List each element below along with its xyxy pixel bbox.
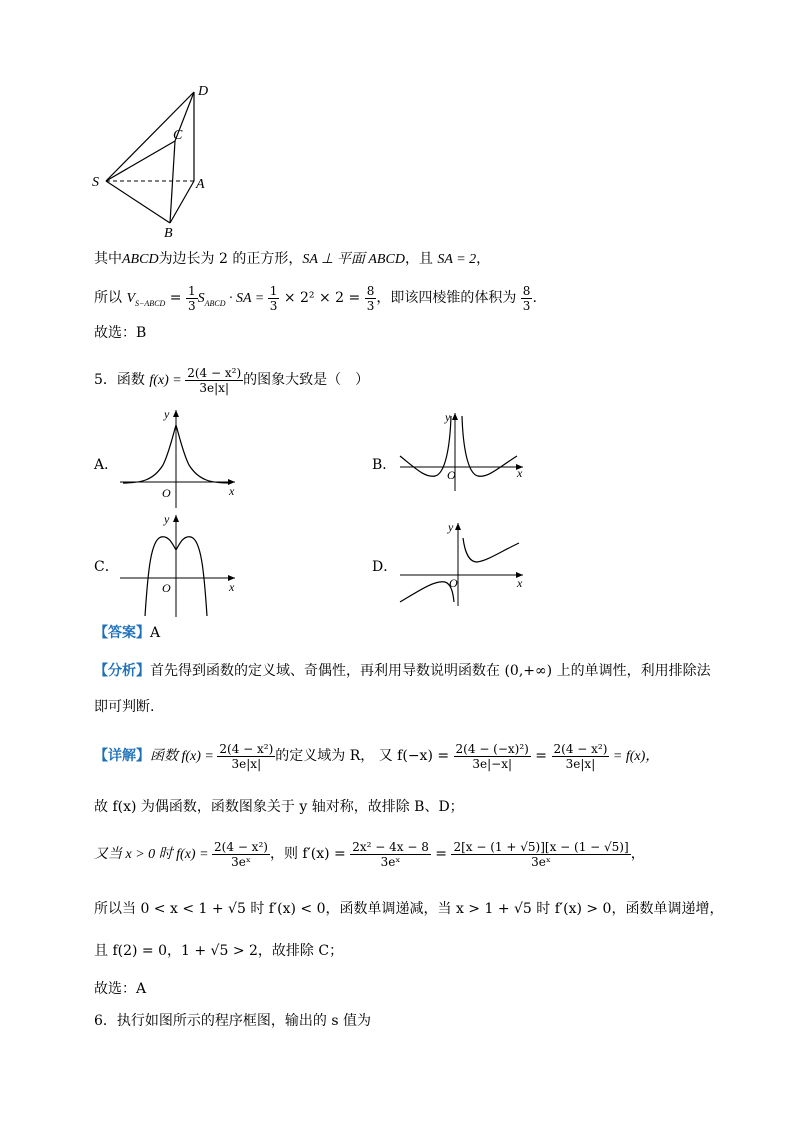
analysis-line-2: 即可判断. <box>94 699 155 715</box>
analysis-text: 首先得到函数的定义域、奇偶性，再利用导数说明函数在 (0,+∞) 上的单调性，利用排除法 <box>150 663 711 679</box>
question-6: 6．执行如图所示的程序框图，输出的 s 值为 <box>94 1013 371 1029</box>
den: 3eˣ <box>231 854 251 869</box>
math: 又当 x > 0 时 f(x) = <box>94 847 213 862</box>
label-c: C <box>173 128 183 143</box>
den: 3eˣ <box>531 854 551 869</box>
den: 3e|x| <box>565 756 596 771</box>
text: . <box>532 290 537 306</box>
graph-option-b[interactable] <box>395 408 530 493</box>
analysis-tag: 【分析】 <box>94 663 150 679</box>
text: 所以 <box>94 290 127 306</box>
den: 3 <box>522 298 531 313</box>
label-d: D <box>198 84 209 99</box>
label-a: A <box>196 177 205 192</box>
text: = <box>430 846 452 862</box>
option-a-label[interactable]: A． <box>94 457 119 473</box>
text: ，且 <box>404 251 438 267</box>
text: 的定义域为 R， 又 f(−x) = <box>275 748 454 764</box>
math: SA ⊥ 平面 <box>302 252 369 267</box>
graph-option-d[interactable] <box>395 518 530 610</box>
fraction <box>521 284 533 313</box>
den: 3eˣ <box>380 854 401 869</box>
origin-label: O <box>447 468 456 482</box>
fraction <box>186 284 198 313</box>
option-d-label[interactable]: D． <box>372 559 398 575</box>
axis-y-label: y <box>164 512 170 526</box>
math: SA = 2 <box>437 252 477 267</box>
fraction <box>217 742 275 771</box>
fraction <box>212 840 270 869</box>
fraction <box>365 284 377 313</box>
text: 为边长为 2 的正方形， <box>158 251 303 267</box>
num: 8 <box>366 283 375 298</box>
answer-tag: 【答案】 <box>94 625 150 641</box>
text: ， <box>476 251 491 267</box>
math: 函数 f(x) = <box>150 749 218 764</box>
text-line-1 <box>94 250 490 269</box>
detail-line-6: 故选：A <box>94 981 147 997</box>
fraction <box>185 366 243 395</box>
math: V <box>126 291 136 306</box>
math: ABCD <box>368 252 405 267</box>
axis-x-label: x <box>517 576 523 590</box>
detail-line-1 <box>94 738 659 775</box>
detail-line-3 <box>94 836 645 873</box>
detail-line-2: 故 f(x) 为偶函数，函数图象关于 y 轴对称，故排除 B、D； <box>94 799 464 815</box>
origin-label: O <box>162 486 171 500</box>
text: ，即该四棱锥的体积为 <box>376 290 521 306</box>
math: · SA = <box>225 291 268 306</box>
question-5 <box>94 362 369 399</box>
num: 2[x − (1 + √5)][x − (1 − √5)] <box>453 839 629 854</box>
math-sub: S−ABCD <box>135 298 166 308</box>
detail-line-5: 且 f(2) = 0，1 + √5 > 2，故排除 C； <box>94 943 344 959</box>
text-line-3: 故选：B <box>94 325 147 341</box>
graph-option-c[interactable] <box>115 510 245 620</box>
text: 5．函数 <box>94 372 150 388</box>
den: 3e|x| <box>231 756 262 771</box>
math-sub: ABCD <box>204 298 226 308</box>
num: 1 <box>269 283 278 298</box>
label-s: S <box>92 175 99 190</box>
graph-option-a[interactable] <box>115 405 245 510</box>
num: 2(4 − x²) <box>219 741 274 756</box>
label-b: B <box>164 226 173 240</box>
text: = <box>165 290 186 306</box>
answer-value: A <box>150 625 161 641</box>
math: = f(x)， <box>609 749 660 764</box>
pyramid-figure <box>90 80 220 240</box>
fraction <box>268 284 280 313</box>
num: 2x² − 4x − 8 <box>352 839 429 854</box>
den: 3 <box>187 298 196 313</box>
den: 3 <box>366 298 375 313</box>
axis-x-label: x <box>517 466 523 480</box>
fraction <box>552 742 610 771</box>
num: 8 <box>522 283 531 298</box>
num: 2(4 − x²) <box>553 741 608 756</box>
axis-x-label: x <box>229 580 235 594</box>
math: ABCD <box>122 252 159 267</box>
text-line-2 <box>94 282 537 320</box>
text: 其中 <box>94 251 122 267</box>
origin-label: O <box>449 576 458 590</box>
den: 3e|x| <box>199 380 229 395</box>
analysis-line-1 <box>94 662 711 680</box>
option-c-label[interactable]: C． <box>94 559 119 575</box>
detail-tag: 【详解】 <box>94 748 150 764</box>
detail-line-4: 所以当 0 < x < 1 + √5 时 f′(x) < 0，函数单调递减，当 x > 1 + √5 时 f′(x) > 0，函数单调递增， <box>94 901 724 917</box>
text: × 2² × 2 = <box>279 290 365 306</box>
text: = <box>530 748 552 764</box>
text: 的图象大致是（ ） <box>243 372 370 388</box>
axis-x-label: x <box>229 484 235 498</box>
num: 2(4 − x²) <box>187 365 242 380</box>
fraction <box>454 742 531 771</box>
text: ， <box>630 846 645 862</box>
fraction <box>451 840 630 869</box>
fraction <box>350 840 431 869</box>
answer-line <box>94 624 160 642</box>
math: f(x) = <box>149 373 186 388</box>
axis-y-label: y <box>448 520 454 534</box>
num: 1 <box>187 283 196 298</box>
math: S <box>197 291 205 306</box>
den: 3e|−x| <box>472 756 513 771</box>
origin-label: O <box>162 581 171 595</box>
axis-y-label: y <box>445 410 451 424</box>
text: ，则 f′(x) = <box>269 846 351 862</box>
option-b-label[interactable]: B． <box>372 457 397 473</box>
num: 2(4 − (−x)²) <box>455 741 529 756</box>
num: 2(4 − x²) <box>214 839 268 854</box>
den: 3 <box>269 298 278 313</box>
axis-y-label: y <box>164 407 170 421</box>
